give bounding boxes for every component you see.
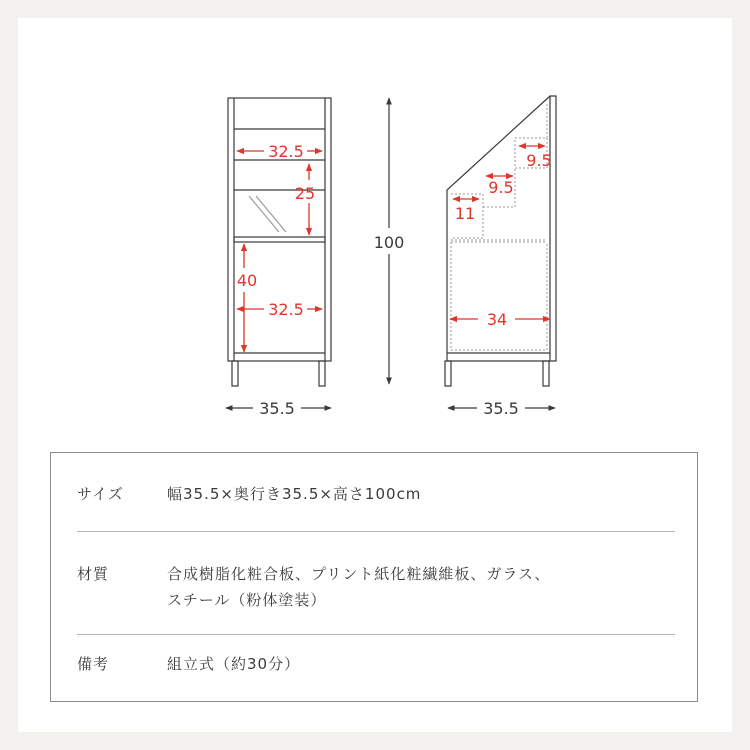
spec-value-material	[167, 561, 550, 613]
dim-front-shelf-width-upper: 32.5	[268, 142, 304, 161]
dim-side-depth: 35.5	[483, 399, 519, 418]
spec-value-size-line1: 幅35.5×奥行き35.5×高さ100cm	[167, 485, 422, 503]
front-leg-right	[319, 361, 325, 386]
dim-front-width: 35.5	[259, 399, 295, 418]
spec-value-material-line2: スチール（粉体塗装）	[167, 591, 327, 609]
dim-side-step-middle: 9.5	[488, 178, 514, 197]
dim-side-step-bottom: 11	[454, 204, 476, 223]
spec-value-notes	[167, 651, 300, 677]
spec-label-notes: 備考	[77, 655, 110, 673]
side-leg-right	[543, 361, 549, 386]
side-view	[445, 96, 556, 386]
spec-divider	[77, 634, 675, 635]
dim-front-shelf-width-lower: 32.5	[268, 300, 304, 319]
spec-table	[50, 452, 698, 702]
dim-total-height: 100	[373, 233, 405, 252]
dim-side-step-top: 9.5	[526, 151, 552, 170]
front-red-dimensions	[237, 151, 322, 352]
spec-value-notes-line1: 組立式（約30分）	[167, 655, 301, 673]
dim-side-inner-depth: 34	[486, 310, 508, 329]
side-red-dimensions	[450, 146, 550, 319]
spec-label-size: サイズ	[77, 485, 124, 503]
front-lower-shelf	[234, 237, 325, 242]
side-leg-left	[445, 361, 451, 386]
front-leg-left	[232, 361, 238, 386]
dim-front-shelf-height: 25	[294, 184, 316, 203]
spec-divider	[77, 531, 675, 532]
spec-value-size	[167, 481, 421, 507]
spec-value-material-line1: 合成樹脂化粧合板、プリント紙化粧繊維板、ガラス、	[167, 565, 551, 583]
spec-label-material: 材質	[77, 565, 110, 583]
dim-front-lower-height: 40	[236, 271, 258, 290]
